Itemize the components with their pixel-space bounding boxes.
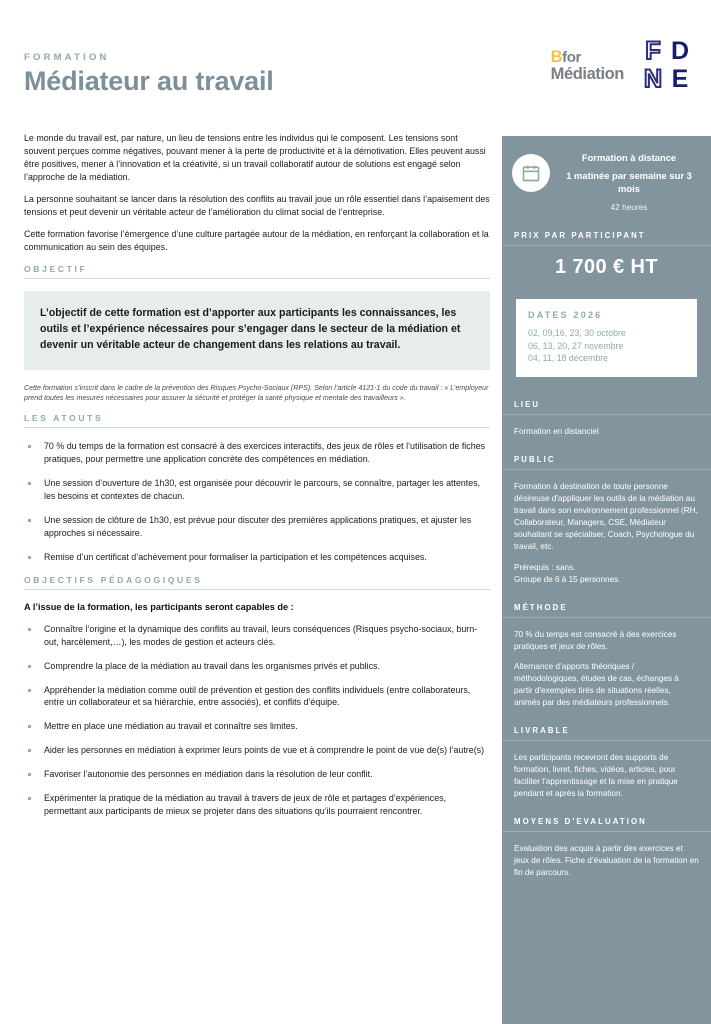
objective-callout-box <box>24 291 490 370</box>
lieu-text: Formation en distanciel <box>514 426 599 436</box>
page-title: Médiateur au travail <box>24 66 274 96</box>
objective-text: L’objectif de cette formation est d’apporter aux participants les connaissances, les outils et l’expérience nécessaires pour s’engager dans le secteur de la médiation et devenir un véritable acteur de changement dans les relations au travail. <box>40 307 461 352</box>
section-heading-atouts: LES ATOUTS <box>24 413 490 428</box>
fdne-letter-d: D <box>670 37 690 65</box>
format-label: Formation à distance <box>581 152 677 163</box>
rhythm-label: 1 matinée par semaine sur 3 mois <box>566 170 692 194</box>
header-title-block <box>24 52 274 97</box>
list-item: Remise d’un certificat d’achèvement pour formaliser la participation et les compétences acquises. <box>24 551 490 564</box>
sidebar-hero <box>502 136 711 218</box>
intro-paragraph-1: Le monde du travail est, par nature, un lieu de tensions entre les individus qui le composent. Les tensions sont souvent perçues comme négatives, pouvant mener à la perte de productivité et à la démotivation. Elles peuvent aussi être positives, mener à l’innovation et la créativité, si un travail collaboratif autour de solutions est engagé selon l’approche de la médiation. <box>24 133 486 182</box>
dates-line: 02, 09,16, 23, 30 octobre <box>528 328 626 339</box>
dates-line: 04, 11, 18 décembre <box>528 353 609 364</box>
sidebar-body-lieu <box>502 415 711 442</box>
fdne-letter-f: F <box>645 37 661 65</box>
public-text-main: Formation à destination de toute personne désireuse d'appliquer les outils de la médiation au travail dans son environnement professionnel (RH, Collaborateur, Managers, CSE, Médiateur souhaitant se spécialiser, Coach, Psychologue du travail, etc. <box>514 481 698 551</box>
dates-title: DATES 2026 <box>528 310 603 321</box>
fdne-logo <box>640 38 693 93</box>
calendar-icon <box>521 163 541 183</box>
sidebar-label-price: PRIX PAR PARTICIPANT <box>502 231 711 246</box>
sidebar-label-livrable: LIVRABLE <box>502 726 711 741</box>
legal-note: Cette formation s’inscrit dans le cadre de la prévention des Risques Psycho-Sociaux (RPS). Selon l’article 4121-1 du code du travail : « L’employeur prend toutes les mesures nécessaires pour assurer la sécurité et protéger la santé physique et mentale des travailleurs ». <box>24 383 489 403</box>
fdne-letter-e: E <box>671 65 689 93</box>
intro-paragraph-2: La personne souhaitant se lancer dans la résolution des conflits au travail joue un rôle essentiel dans l’apaisement des tensions et peut devenir un véritable acteur de l’amélioration du climat social de l’entreprise. <box>24 194 490 218</box>
sidebar-body-evaluation <box>502 832 711 883</box>
list-item: Mettre en place une médiation au travail et connaître ses limites. <box>24 720 490 733</box>
atouts-list <box>24 440 490 563</box>
evaluation-text: Evaluation des acquis à partir des exercices et jeux de rôles. Fiche d’évaluation de la formation en fin de parcours. <box>514 844 699 878</box>
methode-text-2: Alternance d’apports théoriques / méthodologiques, études de cas, échanges à partir d'exemples tirés de situations réelles, animés par des médiateurs professionnels. <box>514 662 679 708</box>
eyebrow-label: FORMATION <box>24 52 110 63</box>
fdne-letter-n: N <box>643 65 663 93</box>
dates-line: 06, 13, 20, 27 novembre <box>528 340 624 351</box>
public-groupe: Groupe de 6 à 15 personnes. <box>514 574 621 584</box>
info-sidebar <box>502 136 711 1024</box>
pedago-lead-text: A l’issue de la formation, les participants seront capables de : <box>24 601 294 612</box>
dates-box <box>516 299 697 376</box>
list-item: 70 % du temps de la formation est consacré à des exercices interactifs, des jeux de rôles et l’utilisation de fiches pratiques, pour permettre une application concrète des compétences en médiation. <box>24 440 490 466</box>
sidebar-label-evaluation: MOYENS D'EVALUATION <box>502 817 711 832</box>
list-item: Connaître l’origine et la dynamique des conflits au travail, leurs conséquences (Risques psycho-sociaux, burn-out, harcèlement,…), les modes de gestion et acteurs clés. <box>24 623 490 649</box>
intro-paragraph-3: Cette formation favorise l’émergence d’une culture partagée autour de la médiation, en renforçant la collaboration et la communication au sein des équipes. <box>24 229 489 253</box>
public-prerequis: Prérequis : sans. <box>514 562 576 572</box>
sidebar-body-livrable <box>502 741 711 804</box>
list-item: Une session d’ouverture de 1h30, est organisée pour découvrir le parcours, se connaître, partager les attentes, les besoins et contextes de chacun. <box>24 477 490 503</box>
sidebar-label-methode: MÉTHODE <box>502 603 711 618</box>
sidebar-body-methode <box>502 618 711 714</box>
sidebar-label-public: PUBLIC <box>502 455 711 470</box>
list-item: Expérimenter la pratique de la médiation au travail à travers de jeux de rôle et partages d’expériences, permettant aux participants de mieux se projeter dans des situations qu’ils pourraient rencontrer. <box>24 792 490 818</box>
list-item: Comprendre la place de la médiation au travail dans les organismes privés et publics. <box>24 660 490 673</box>
list-item: Aider les personnes en médiation à exprimer leurs points de vue et à comprendre le point de vue de(s) l’autre(s) <box>24 744 490 757</box>
bfor-logo-b: B <box>550 47 563 66</box>
methode-text-1: 70 % du temps est consacré à des exercices pratiques et jeux de rôles. <box>514 629 677 651</box>
list-item: Favoriser l’autonomie des personnes en médiation dans la résolution de leur conflit. <box>24 768 490 781</box>
duration-hours: 42 heures <box>610 202 648 213</box>
main-content <box>24 132 490 829</box>
livrable-text: Les participants recevront des supports de formation, livret, fiches, vidéos, articles, pour faciliter l’apprentissage et la mise en pratique pendant et après la formation. <box>514 753 678 799</box>
document-header <box>0 0 711 130</box>
list-item: Appréhender la médiation comme outil de prévention et gestion des conflits individuels (entre collaborateurs, entre un collaborateur et sa hiérarchie, entre associés), et conflits d’équipe. <box>24 684 490 710</box>
section-heading-objectif: OBJECTIF <box>24 264 490 279</box>
bfor-mediation-logo <box>551 49 624 83</box>
sidebar-hero-text <box>561 152 699 212</box>
section-heading-objectifs-pedagogiques: OBJECTIFS PÉDAGOGIQUES <box>24 575 490 590</box>
header-logos <box>551 38 693 93</box>
price-value: 1 700 € HT <box>555 256 658 279</box>
sidebar-label-lieu: LIEU <box>502 400 711 415</box>
bfor-logo-mediation: Médiation <box>550 64 624 83</box>
bfor-logo-for: for <box>562 48 581 66</box>
calendar-icon-badge <box>512 154 550 192</box>
pedago-list <box>24 623 490 818</box>
sidebar-body-public <box>502 470 711 590</box>
list-item: Une session de clôture de 1h30, est prévue pour discuter des premières applications pratiques, et ajuster les approches si nécessaire. <box>24 514 490 540</box>
